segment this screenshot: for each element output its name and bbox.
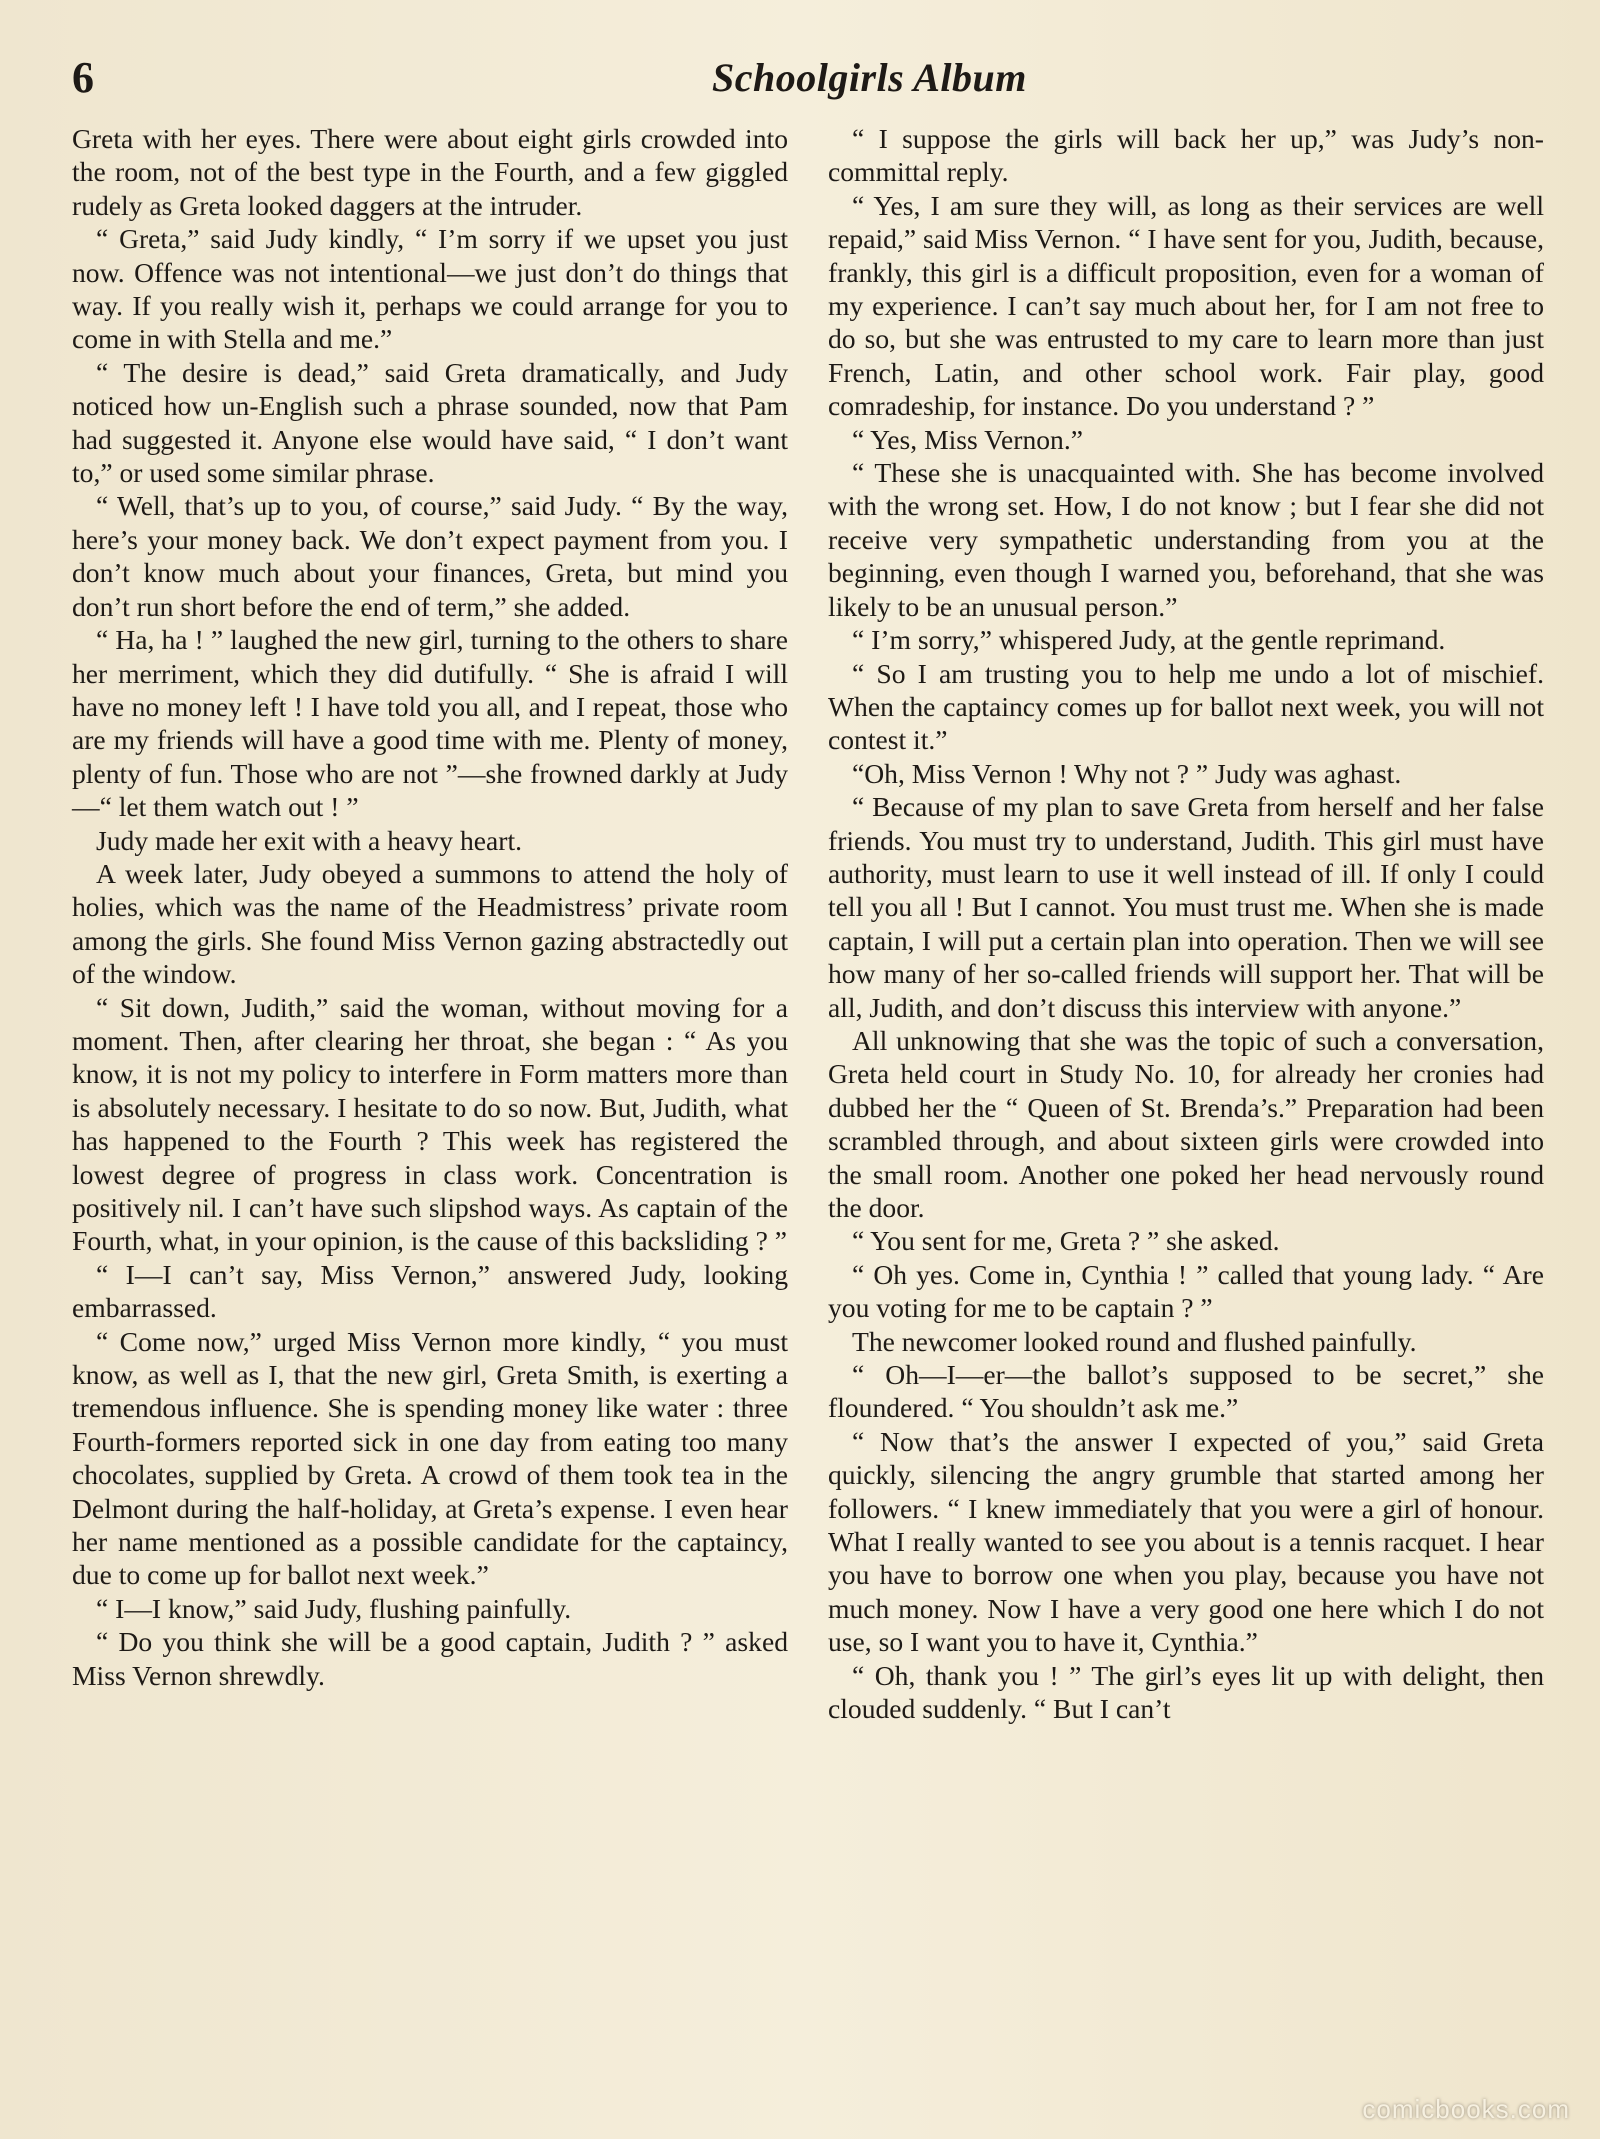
paragraph: “ Oh yes. Come in, Cynthia ! ” called that young lady. “ Are you voting for me to be captain ? ” [828, 1258, 1544, 1324]
left-column [72, 122, 788, 1692]
paragraph: “ Well, that’s up to you, of course,” said Judy. “ By the way, here’s your money back. We don’t expect payment from you. I don’t know much about your finances, Greta, but mind you don’t run short before the end of term,” she added. [72, 490, 788, 622]
paragraph: “ I—I know,” said Judy, flushing painfully. [96, 1592, 572, 1624]
paragraph: “ Oh, thank you ! ” The girl’s eyes lit up with delight, then clouded suddenly. “ But I can’t [828, 1659, 1544, 1725]
paragraph: The newcomer looked round and flushed painfully. [852, 1325, 1417, 1357]
paragraph: “ Come now,” urged Miss Vernon more kindly, “ you must know, as well as I, that the new girl, Greta Smith, is exerting a tremendous influence. She is spending money like water : three Fourth-formers reported sick in one day from eating too many chocolates, supplied by Greta. A crowd of them took tea in the Delmont during the half-holiday, at Greta’s expense. I even hear her name mentioned as a possible candidate for the captaincy, due to come up for ballot next week.” [72, 1325, 788, 1591]
paragraph: “ I—I can’t say, Miss Vernon,” answered Judy, looking embarrassed. [72, 1258, 788, 1324]
paragraph: “ Yes, Miss Vernon.” [852, 423, 1083, 455]
paragraph: “ Oh—I—er—the ballot’s supposed to be secret,” she floundered. “ You shouldn’t ask me.” [828, 1359, 1544, 1424]
paragraph: “ Do you think she will be a good captain, Judith ? ” asked Miss Vernon shrewdly. [72, 1626, 788, 1691]
paragraph: “ I’m sorry,” whispered Judy, at the gentle reprimand. [852, 624, 1446, 656]
paragraph: “ You sent for me, Greta ? ” she asked. [852, 1225, 1280, 1257]
right-column [828, 122, 1544, 1726]
paragraph: Greta with her eyes. There were about eight girls crowded into the room, not of the best type in the Fourth, and a few giggled rudely as Greta looked daggers at the intruder. [72, 123, 788, 221]
paragraph: Judy made her exit with a heavy heart. [96, 824, 523, 856]
paragraph: “ Yes, I am sure they will, as long as their services are well repaid,” said Miss Vernon. “ I have sent for you, Judith, because, frankly, this girl is a difficult proposition, even for a woman of my experience. I can’t say much about her, for I am not free to do so, but she was entrusted to my care to learn more than just French, Latin, and other school work. Fair play, good comradeship, for instance. Do you understand ? ” [828, 189, 1544, 422]
paragraph: “ Greta,” said Judy kindly, “ I’m sorry if we upset you just now. Offence was not intentional—we just don’t do things that way. If you really wish it, perhaps we could arrange for you to come in with Stella and me.” [72, 223, 788, 355]
page-header [72, 52, 1552, 112]
paragraph: “ I suppose the girls will back her up,” was Judy’s non-committal reply. [828, 123, 1544, 188]
paragraph: “ These she is unacquainted with. She has become involved with the wrong set. How, I do not know ; but I fear she did not receive very sympathetic understanding from you at the beginning, even though I warned you, beforehand, that she was likely to be an unusual person.” [828, 457, 1544, 622]
paragraph: A week later, Judy obeyed a summons to attend the holy of holies, which was the name of the Headmistress’ private room among the girls. She found Miss Vernon gazing abstractedly out of the window. [72, 857, 788, 990]
paragraph: All unknowing that she was the topic of such a conversation, Greta held court in Study No. 10, for already her cronies had dubbed her the “ Queen of St. Brenda’s.” Preparation had been scrambled through, and about sixteen girls were crowded into the small room. Another one poked her head nervously round the door. [828, 1024, 1544, 1223]
paragraph: “Oh, Miss Vernon ! Why not ? ” Judy was aghast. [852, 757, 1402, 789]
paragraph: “ Now that’s the answer I expected of you,” said Greta quickly, silencing the angry grumble that started among her followers. “ I knew immediately that you were a girl of honour. What I really wanted to see you about is a tennis racquet. I hear you have to borrow one when you play, because you have not much money. Now I have a very good one here which I do not use, so I want you to have it, Cynthia.” [828, 1425, 1544, 1658]
paragraph: “ Because of my plan to save Greta from herself and her false friends. You must try to understand, Judith. This girl must have authority, must learn to use it well instead of ill. If only I could tell you all ! But I cannot. You must trust me. When she is made captain, I will put a certain plan into operation. Then we will see how many of her so-called friends will support her. That will be all, Judith, and don’t discuss this interview with anyone.” [828, 791, 1544, 1023]
paragraph: “ The desire is dead,” said Greta dramatically, and Judy noticed how un-English such a phrase sounded, now that Pam had suggested it. Anyone else would have said, “ I don’t want to,” or used some similar phrase. [72, 356, 788, 489]
paragraph: “ So I am trusting you to help me undo a lot of mischief. When the captaincy comes up for ballot next week, you will not contest it.” [828, 657, 1544, 756]
paragraph: “ Sit down, Judith,” said the woman, without moving for a moment. Then, after clearing her throat, she began : “ As you know, it is not my policy to interfere in Form matters more than is absolutely necessary. I hesitate to do so now. But, Judith, what has happened to the Fourth ? This week has registered the lowest degree of progress in class work. Concentration is positively nil. I can’t have such slipshod ways. As captain of the Fourth, what, in your opinion, is the cause of this backsliding ? ” [72, 991, 788, 1257]
page-number: 6 [72, 53, 94, 102]
magazine-title: Schoolgirls Album [712, 55, 1027, 100]
site-watermark: comicbooks.com [1362, 2094, 1570, 2124]
paragraph: “ Ha, ha ! ” laughed the new girl, turning to the others to share her merriment, which they did dutifully. “ She is afraid I will have no money left ! I have told you all, and I repeat, those who are my friends will have a good time with me. Plenty of money, plenty of fun. Those who are not ”—she frowned darkly at Judy—“ let them watch out ! ” [72, 624, 788, 823]
